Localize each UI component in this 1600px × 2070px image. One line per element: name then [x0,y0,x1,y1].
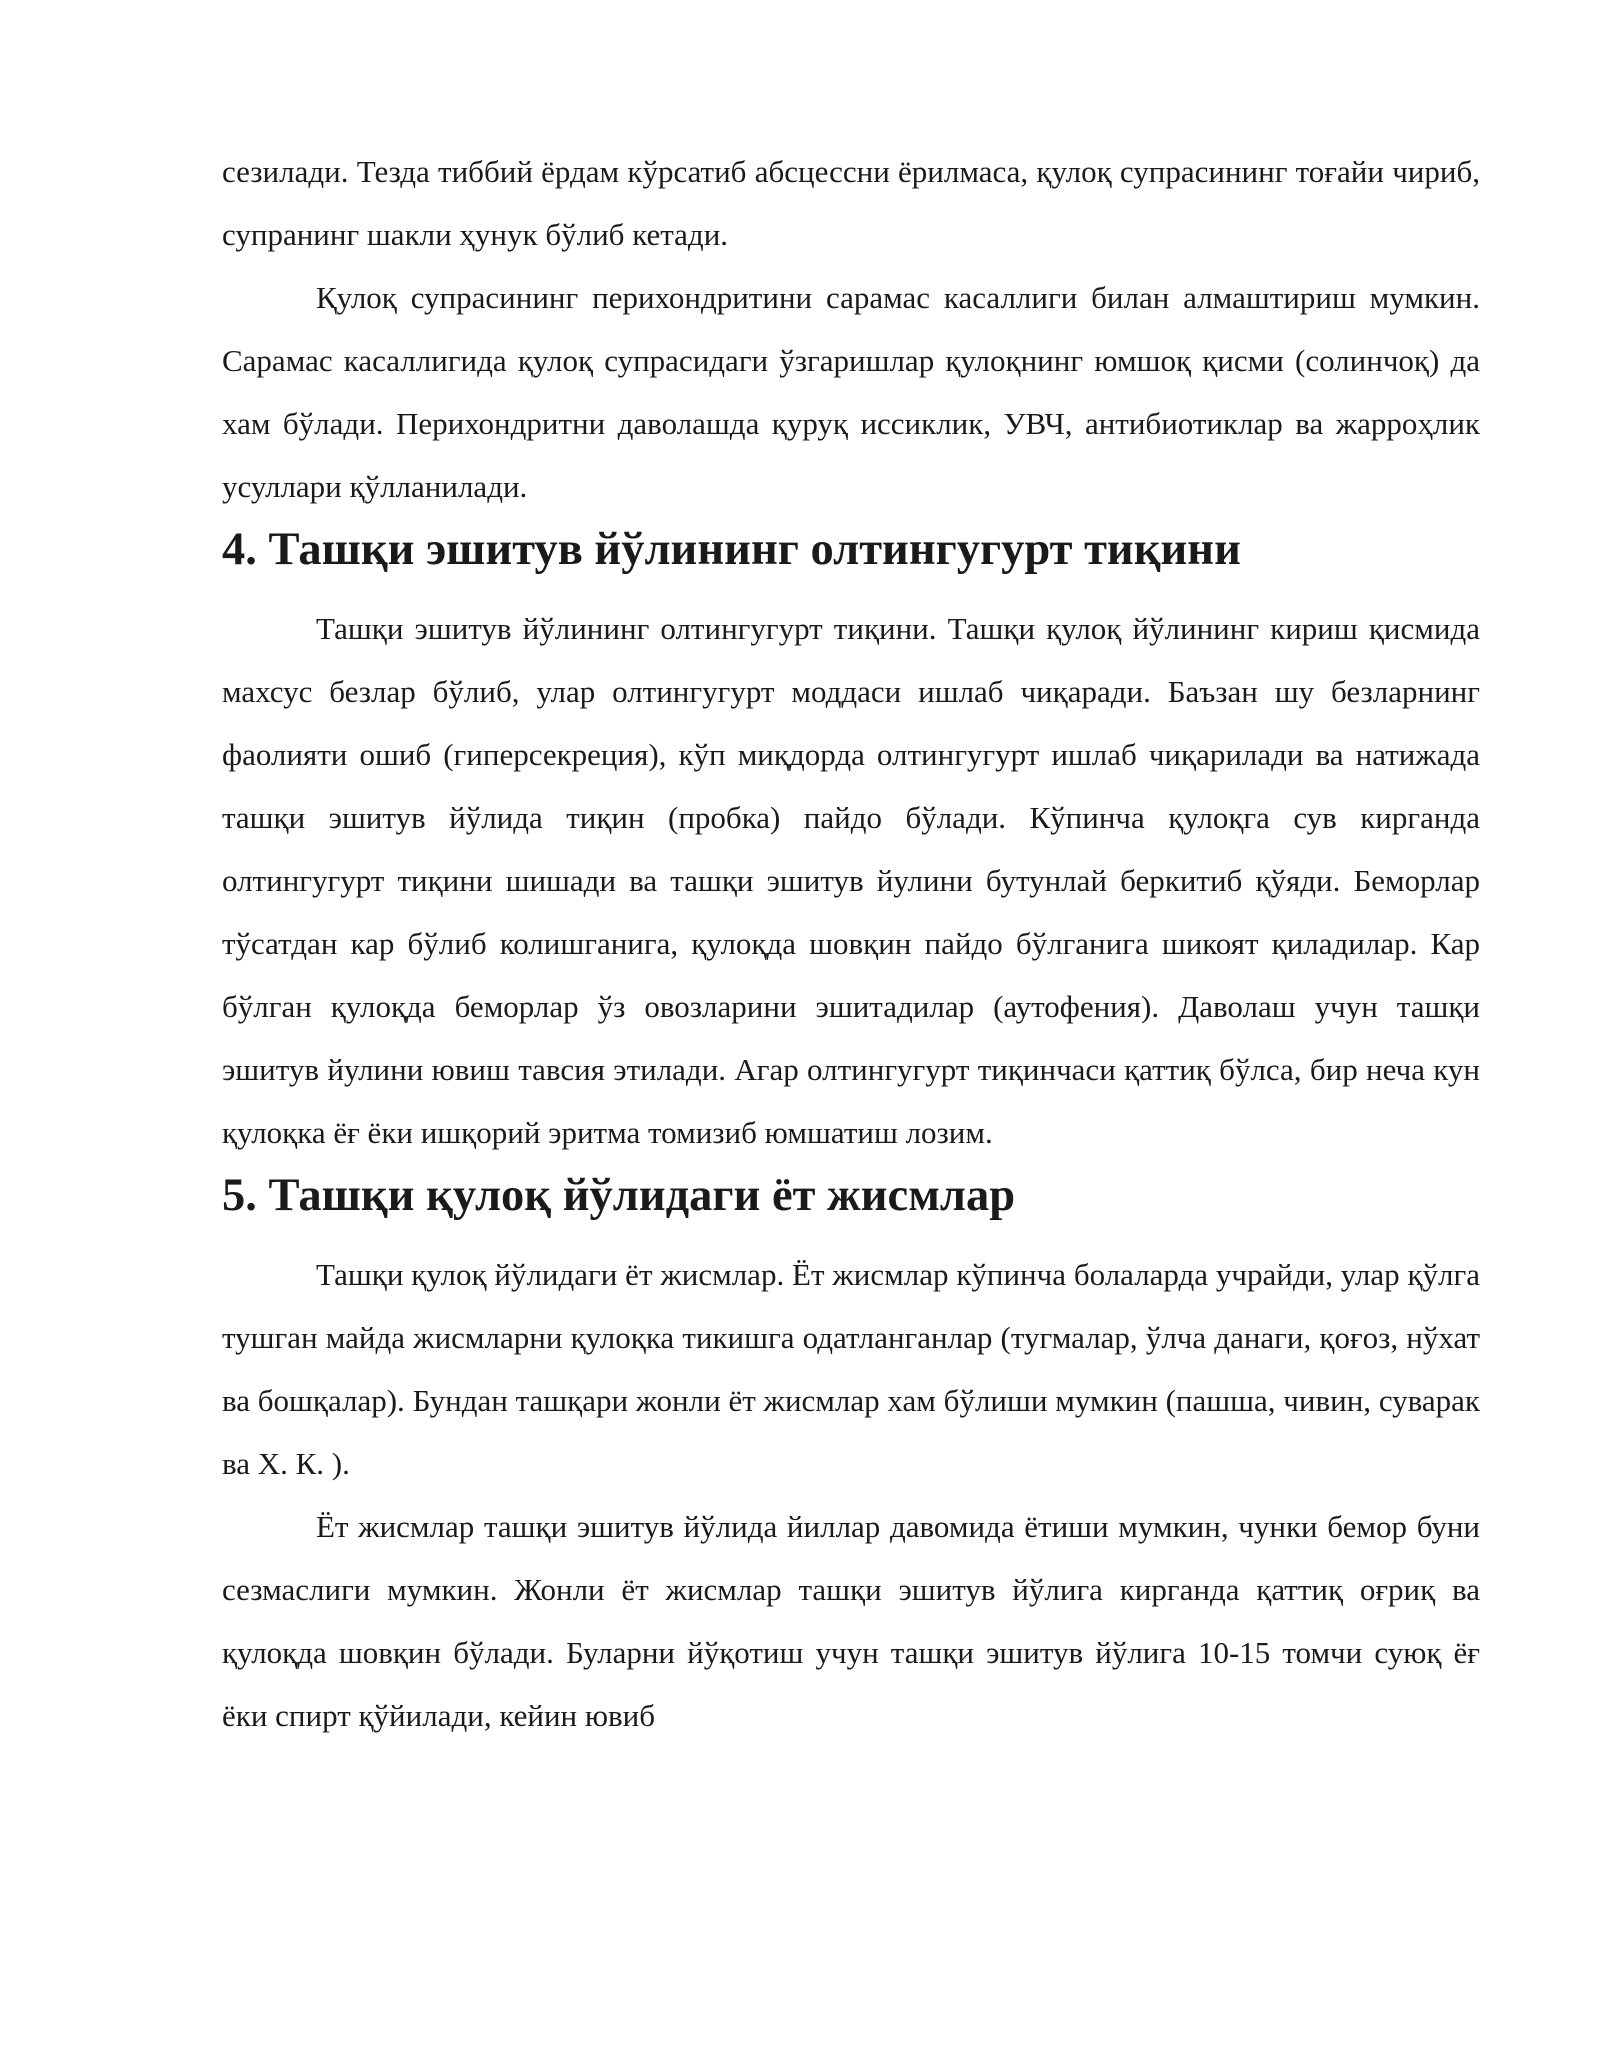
section-5-paragraph-2: Ёт жисмлар ташқи эшитув йўлида йиллар давомида ётиши мумкин, чунки бемор буни сезмаслиги мумкин. Жонли ёт жисмлар ташқи эшитув йўлига кирганда қаттиқ оғриқ ва қулоқда шовқин бўлади. Буларни йўқотиш учун ташқи эшитув йўлига 10-15 томчи суюқ ёғ ёки спирт қўйилади, кейин ювиб [222,1509,1480,1733]
section-5-heading: 5. Ташқи қулоқ йўлидаги ёт жисмлар [222,1170,1016,1221]
section-5-paragraph-1: Ташқи қулоқ йўлидаги ёт жисмлар. Ёт жисмлар кўпинча болаларда учрайди, улар қўлга тушган майда жисмларни қулоқка тикишга одатланганлар (тугмалар, ўлча данаги, қоғоз, нўхат ва бошқалар). Бундан ташқари жонли ёт жисмлар хам бўлиши мумкин (пашша, чивин, суварак ва Х. К. ). [222,1257,1480,1481]
document-page [222,140,1480,1747]
paragraph-continued: сезилади. Тезда тиббий ёрдам кўрсатиб абсцессни ёрилмаса, қулоқ супрасининг тоғайи чириб, супранинг шакли ҳунук бўлиб кетади. [222,154,1480,252]
paragraph-perichondritis: Қулоқ супрасининг перихондритини сарамас касаллиги билан алмаштириш мумкин. Сарамас касаллигида қулоқ супрасидаги ўзгаришлар қулоқнинг юмшоқ қисми (солинчоқ) да хам бўлади. Перихондритни даволашда қуруқ иссиклик, УВЧ, антибиотиклар ва жарроҳлик усуллари қўлланилади. [222,280,1480,504]
section-4-heading: 4. Ташқи эшитув йўлининг олтингугурт тиқини [222,524,1241,575]
section-4-paragraph: Ташқи эшитув йўлининг олтингугурт тиқини. Ташқи қулоқ йўлининг кириш қисмида махсус безлар бўлиб, улар олтингугурт моддаси ишлаб чиқаради. Баъзан шу безларнинг фаолияти ошиб (гиперсекреция), кўп миқдорда олтингугурт ишлаб чиқарилади ва натижада ташқи эшитув йўлида тиқин (пробка) пайдо бўлади. Кўпинча қулоқга сув кирганда олтингугурт тиқини шишади ва ташқи эшитув йулини бутунлай беркитиб қўяди. Беморлар тўсатдан кар бўлиб колишганига, қулоқда шовқин пайдо бўлганига шикоят қиладилар. Кар бўлган қулоқда беморлар ўз овозларини эшитадилар (аутофения). Даволаш учун ташқи эшитув йулини ювиш тавсия этилади. Агар олтингугурт тиқинчаси қаттиқ бўлса, бир неча кун қулоқка ёғ ёки ишқорий эритма томизиб юмшатиш лозим. [222,611,1480,1150]
